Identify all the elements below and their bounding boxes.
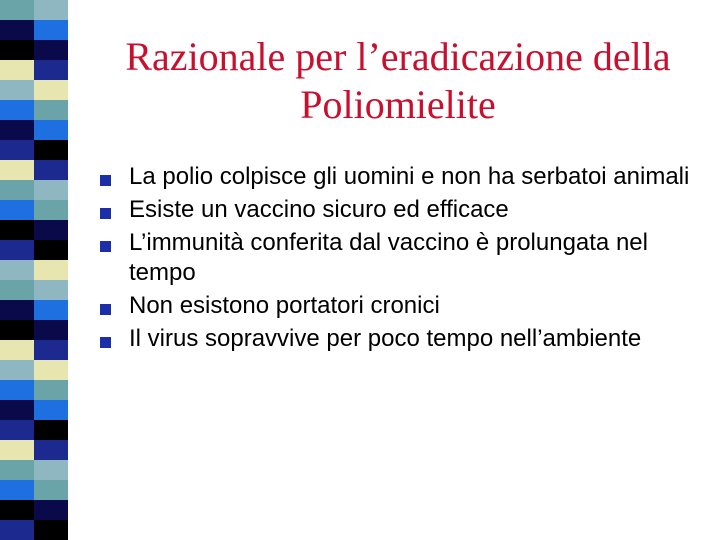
- stripe-cell: [34, 500, 68, 520]
- bullet-text: Non esistono portatori cronici: [129, 292, 440, 319]
- decorative-stripe: [0, 0, 68, 540]
- stripe-cell: [0, 520, 34, 540]
- bullet-square-icon: [100, 241, 111, 252]
- stripe-cell: [0, 420, 34, 440]
- stripe-block: [0, 260, 68, 280]
- stripe-cell: [0, 0, 34, 20]
- stripe-cell: [34, 120, 68, 140]
- stripe-cell: [34, 140, 68, 160]
- stripe-cell: [0, 400, 34, 420]
- stripe-block: [0, 200, 68, 220]
- stripe-cell: [0, 500, 34, 520]
- stripe-cell: [0, 200, 34, 220]
- title-line-2: Poliomielite: [300, 82, 496, 127]
- stripe-cell: [0, 120, 34, 140]
- stripe-block: [0, 180, 68, 200]
- stripe-block: [0, 320, 68, 340]
- stripe-cell: [0, 40, 34, 60]
- bullet-square-icon: [100, 337, 111, 348]
- stripe-block: [0, 280, 68, 300]
- stripe-block: [0, 300, 68, 320]
- stripe-cell: [34, 60, 68, 80]
- bullet-square-icon: [100, 208, 111, 219]
- stripe-cell: [34, 300, 68, 320]
- stripe-cell: [34, 400, 68, 420]
- bullet-text: L’immunità conferita dal vaccino è prolungata nel tempo: [129, 229, 648, 286]
- stripe-block: [0, 480, 68, 500]
- stripe-cell: [0, 340, 34, 360]
- stripe-cell: [0, 240, 34, 260]
- stripe-cell: [34, 80, 68, 100]
- stripe-cell: [34, 160, 68, 180]
- stripe-cell: [0, 480, 34, 500]
- bullet-item: [100, 228, 700, 288]
- stripe-cell: [0, 180, 34, 200]
- stripe-block: [0, 520, 68, 540]
- stripe-cell: [34, 200, 68, 220]
- stripe-cell: [34, 180, 68, 200]
- stripe-block: [0, 160, 68, 180]
- stripe-block: [0, 80, 68, 100]
- stripe-cell: [0, 20, 34, 40]
- stripe-cell: [0, 160, 34, 180]
- slide-title: [92, 33, 704, 129]
- stripe-cell: [0, 460, 34, 480]
- stripe-block: [0, 420, 68, 440]
- stripe-cell: [34, 220, 68, 240]
- stripe-cell: [0, 80, 34, 100]
- stripe-cell: [34, 320, 68, 340]
- stripe-cell: [0, 140, 34, 160]
- stripe-cell: [34, 40, 68, 60]
- stripe-cell: [34, 0, 68, 20]
- stripe-cell: [0, 100, 34, 120]
- stripe-cell: [34, 420, 68, 440]
- stripe-block: [0, 400, 68, 420]
- bullet-square-icon: [100, 175, 111, 186]
- stripe-block: [0, 140, 68, 160]
- stripe-block: [0, 340, 68, 360]
- bullet-text: Esiste un vaccino sicuro ed efficace: [129, 196, 509, 223]
- stripe-cell: [34, 460, 68, 480]
- stripe-cell: [34, 480, 68, 500]
- stripe-cell: [34, 380, 68, 400]
- stripe-block: [0, 220, 68, 240]
- stripe-cell: [0, 220, 34, 240]
- bullet-item: [100, 195, 700, 225]
- stripe-cell: [0, 260, 34, 280]
- stripe-cell: [0, 440, 34, 460]
- bullet-item: [100, 324, 700, 354]
- stripe-block: [0, 240, 68, 260]
- stripe-block: [0, 20, 68, 40]
- stripe-cell: [0, 360, 34, 380]
- bullet-list: [100, 162, 700, 357]
- stripe-block: [0, 100, 68, 120]
- stripe-cell: [0, 380, 34, 400]
- stripe-cell: [34, 240, 68, 260]
- title-line-1: Razionale per l’eradicazione della: [125, 34, 671, 79]
- stripe-cell: [34, 100, 68, 120]
- bullet-text: La polio colpisce gli uomini e non ha serbatoi animali: [129, 163, 690, 190]
- stripe-cell: [0, 300, 34, 320]
- stripe-cell: [0, 60, 34, 80]
- stripe-block: [0, 460, 68, 480]
- stripe-block: [0, 380, 68, 400]
- stripe-cell: [34, 20, 68, 40]
- stripe-block: [0, 440, 68, 460]
- bullet-item: [100, 291, 700, 321]
- stripe-cell: [0, 320, 34, 340]
- stripe-block: [0, 500, 68, 520]
- stripe-cell: [34, 280, 68, 300]
- stripe-block: [0, 120, 68, 140]
- stripe-cell: [0, 280, 34, 300]
- stripe-cell: [34, 340, 68, 360]
- stripe-block: [0, 40, 68, 60]
- stripe-block: [0, 0, 68, 20]
- stripe-cell: [34, 260, 68, 280]
- bullet-text: Il virus sopravvive per poco tempo nell’ambiente: [129, 325, 642, 352]
- bullet-square-icon: [100, 304, 111, 315]
- bullet-item: [100, 162, 700, 192]
- stripe-block: [0, 360, 68, 380]
- stripe-cell: [34, 440, 68, 460]
- stripe-cell: [34, 520, 68, 540]
- stripe-block: [0, 60, 68, 80]
- stripe-cell: [34, 360, 68, 380]
